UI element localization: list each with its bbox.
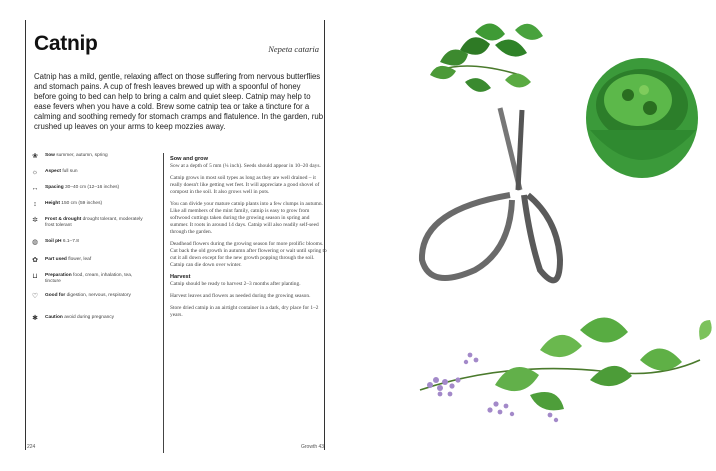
growing-notes [170, 156, 328, 324]
fact-text [45, 315, 114, 321]
seedling-icon: ❀ [32, 153, 38, 160]
jar-illustration [586, 58, 698, 178]
fact-text [45, 239, 79, 245]
fact-frost [30, 217, 148, 229]
fact-label: Sow [45, 153, 55, 158]
sun-icon: ☼ [31, 169, 39, 176]
section-heading-harvest: Harvest [170, 274, 191, 280]
fact-text [45, 273, 148, 285]
fact-value: digestion, nervous, respiratory [66, 293, 131, 298]
fact-text [45, 217, 148, 229]
fact-text [45, 153, 108, 159]
fact-spacing [30, 185, 148, 193]
frost-icon: ✲ [32, 217, 38, 224]
height-icon: ↕ [33, 201, 37, 208]
fact-aspect [30, 169, 148, 177]
caution-icon: ✱ [32, 315, 38, 322]
intro-text: Catnip has a mild, gentle, relaxing affect on those suffering from nervous butterflies and stomach pains. A cup of fresh leaves brewed up with a spoonful of honey before going to bed can help to bring a calm and quiet sleep. Catnip may help to ease fevers when you have a cold. Brew some catnip tea or take a tincture for a calming and soothing remedy for stomach cramps and flatulence. In the garden, rub crushed up leaves on your arms to keep mozzies away. [34, 72, 324, 131]
fact-label: Caution [45, 315, 63, 320]
fact-label: Part used [45, 257, 67, 262]
section-heading-sow: Sow and grow [170, 156, 208, 162]
paragraph: Catnip should be ready to harvest 2–3 months after planting. [170, 281, 301, 287]
page-number-left: 224 [27, 444, 36, 450]
fact-text [45, 169, 78, 175]
paragraph: Store dried catnip in an airtight container in a dark, dry place for 1–2 years. [170, 305, 319, 318]
spacing-icon: ↔ [31, 185, 39, 192]
paragraph: Catnip grows in most soil types as long as they are well drained – it really doesn't like getting wet feet. It will appreciate a good shovel of compost in the soil. It also grows well in pots. [170, 175, 320, 195]
fact-value: summer, autumn, spring [56, 153, 108, 158]
scissors-illustration [422, 108, 560, 280]
latin-name: Nepeta cataria [268, 44, 319, 54]
fact-value: drought tolerant, moderately frost tolerant [45, 217, 143, 228]
page-number-right: Growth 43 [301, 444, 325, 450]
left-page [25, 20, 325, 450]
fact-value: full sun [62, 169, 78, 174]
fact-height [30, 201, 148, 209]
fact-value: 150 cm (59 inches) [61, 201, 103, 206]
flowering-stem-illustration [420, 317, 712, 422]
fact-label: Preparation [45, 273, 72, 278]
fact-label: Good for [45, 293, 66, 298]
fact-label: Soil pH [45, 239, 62, 244]
heart-icon: ♡ [31, 293, 39, 300]
fact-label: Aspect [45, 169, 61, 174]
fact-value: 30–40 cm (12–16 inches) [65, 185, 120, 190]
fact-sow [30, 153, 148, 161]
fact-label: Spacing [45, 185, 64, 190]
column-divider [163, 153, 164, 453]
fact-part-used [30, 257, 148, 265]
fact-value: food, cream, inhalation, tea, tincture [45, 273, 133, 284]
leaf-icon: ✿ [32, 257, 38, 264]
fact-caution [30, 315, 148, 323]
catnip-sprig-illustration [430, 23, 543, 91]
soil-icon: ◍ [31, 239, 39, 246]
mortar-icon: ⊔ [32, 273, 38, 280]
page-title: Catnip [34, 32, 98, 55]
fact-soil [30, 239, 148, 247]
fact-text [45, 257, 91, 263]
fact-text [45, 201, 102, 207]
fact-text [45, 293, 131, 299]
fact-label: Frost & drought [45, 217, 82, 222]
paragraph: Deadhead flowers during the growing season for more prolific blooms. Cut back the old growth in autumn after flowering or wait until spring to cut it all down except for the new growth popping through the soil. Catnip can die down over winter. [170, 241, 327, 268]
illustration [400, 0, 716, 471]
paragraph: Sow at a depth of 5 mm (¼ inch). Seeds should appear in 10–20 days. [170, 163, 321, 169]
fact-preparation [30, 273, 148, 285]
intro-paragraph [34, 72, 324, 132]
fact-good-for [30, 293, 148, 301]
paragraph: Harvest leaves and flowers as needed during the growing season. [170, 293, 311, 299]
paragraph: You can divide your mature catnip plants into a few clumps in autumn. Like all members of the mint family, catnip is easy to grow from softwood cuttings taken during the growing season in spring and summer. It roots in around 14 days. Catnip will also readily self-seed through the garden. [170, 201, 323, 235]
fact-value: avoid during pregnancy [64, 315, 115, 320]
fact-value: flower, leaf [68, 257, 92, 262]
fact-value: 6.1–7.8 [62, 239, 79, 244]
fact-label: Height [45, 201, 60, 206]
fact-text [45, 185, 119, 191]
